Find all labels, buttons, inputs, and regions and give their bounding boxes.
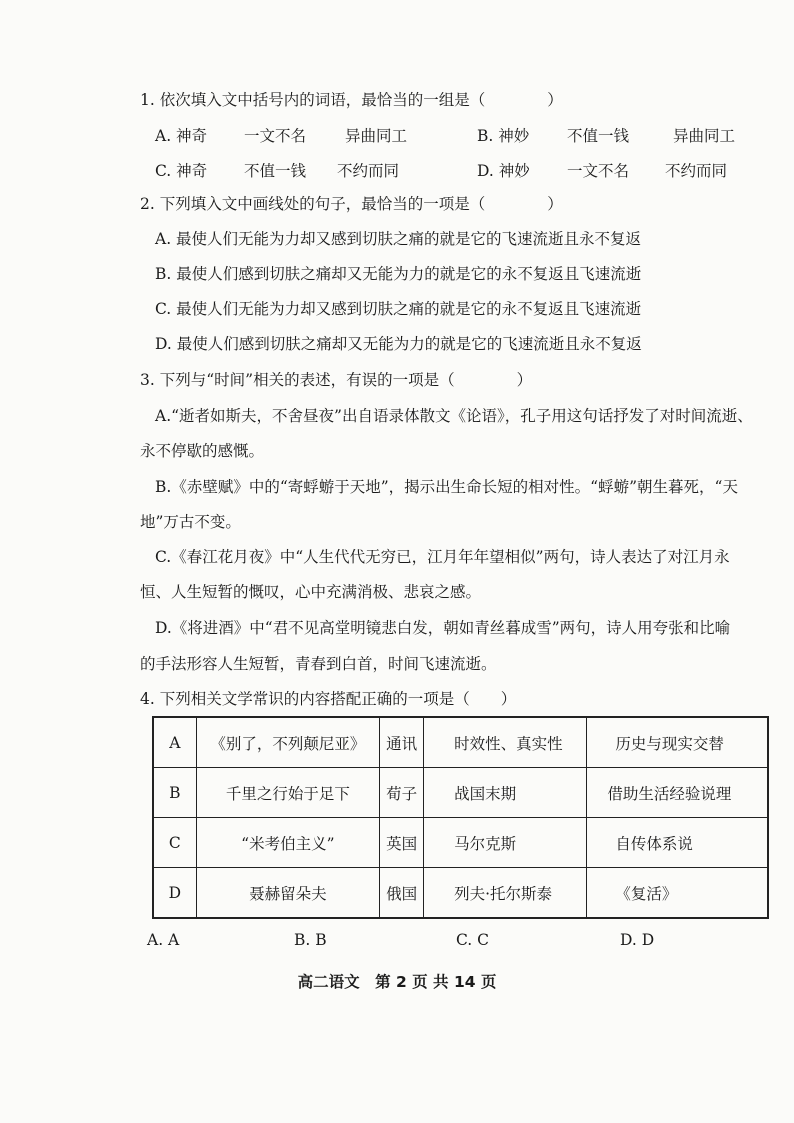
- question-2-stem: 2. 下列填入文中画线处的句子，最恰当的一项是（ ）: [140, 195, 563, 213]
- q2-option-a: A. 最使人们无能为力却又感到切肤之痛的就是它的飞速流逝且永不复返: [155, 230, 642, 248]
- q4-option-a: A. A: [147, 931, 180, 949]
- table-cell: 时效性、真实性: [424, 717, 587, 768]
- q1-option-d-word-2: 一文不名: [567, 162, 630, 180]
- table-cell: 英国: [380, 818, 424, 868]
- table-cell: 列夫·托尔斯泰: [424, 868, 587, 919]
- table-row: [153, 717, 768, 768]
- q1-option-c-word-3: 不约而同: [337, 162, 400, 180]
- table-cell: 马尔克斯: [424, 818, 587, 868]
- q1-option-a-label: A. 神奇: [155, 127, 208, 145]
- q1-option-d-label: D. 神妙: [477, 162, 530, 180]
- q2-option-c: C. 最使人们无能为力却又感到切肤之痛的就是它的永不复返且飞速流逝: [155, 300, 642, 318]
- literature-table: [152, 716, 769, 919]
- table-cell: A: [153, 717, 196, 768]
- q1-option-b-label: B. 神妙: [477, 127, 530, 145]
- q3-option-a-line-1: A.“逝者如斯夫，不舍昼夜”出自语录体散文《论语》，孔子用这句话抒发了对时间流逝、: [155, 407, 753, 425]
- table-cell: D: [153, 868, 196, 919]
- table-cell: 千里之行始于足下: [196, 768, 379, 818]
- table-row: [153, 868, 768, 919]
- q1-option-a-word-2: 一文不名: [244, 127, 307, 145]
- table-cell: C: [153, 818, 196, 868]
- q2-option-d: D. 最使人们感到切肤之痛却又无能为力的就是它的飞速流逝且永不复返: [155, 335, 642, 353]
- q2-option-b: B. 最使人们感到切肤之痛却又无能为力的就是它的永不复返且飞速流逝: [155, 265, 642, 283]
- table-row: [153, 818, 768, 868]
- question-1-options-row-2: [155, 161, 755, 181]
- question-4-options: [147, 930, 767, 950]
- table-cell: 借助生活经验说理: [587, 768, 768, 818]
- table-cell: 荀子: [380, 768, 424, 818]
- table-row: [153, 768, 768, 818]
- q3-option-b-line-2: 地”万古不变。: [140, 513, 241, 531]
- q4-option-c: C. C: [456, 931, 490, 949]
- page-footer: 高二语文 第 2 页 共 14 页: [297, 973, 497, 991]
- q3-option-c-line-1: C.《春江花月夜》中“人生代代无穷已，江月年年望相似”两句，诗人表达了对江月永: [155, 548, 730, 566]
- q3-option-c-line-2: 恒、人生短暂的慨叹，心中充满消极、悲哀之感。: [140, 583, 482, 601]
- q3-option-b-line-1: B.《赤壁赋》中的“寄蜉蝣于天地”，揭示出生命长短的相对性。“蜉蝣”朝生暮死，“天: [155, 478, 738, 496]
- q1-option-c-word-2: 不值一钱: [244, 162, 307, 180]
- q1-option-d-word-3: 不约而同: [665, 162, 728, 180]
- question-1-stem: 1. 依次填入文中括号内的词语，最恰当的一组是（ ）: [140, 91, 563, 109]
- q4-option-b: B. B: [294, 931, 327, 949]
- table-cell: 聂赫留朵夫: [196, 868, 379, 919]
- table-cell: “米考伯主义”: [196, 818, 379, 868]
- q1-option-c-label: C. 神奇: [155, 162, 208, 180]
- table-cell: 俄国: [380, 868, 424, 919]
- question-4-stem: 4. 下列相关文学常识的内容搭配正确的一项是（ ）: [140, 690, 517, 708]
- q1-option-a-word-3: 异曲同工: [345, 127, 408, 145]
- q1-option-b-word-2: 不值一钱: [567, 127, 630, 145]
- q3-option-a-line-2: 永不停歇的感慨。: [140, 442, 265, 460]
- table-cell: 自传体系说: [587, 818, 768, 868]
- table-cell: 通讯: [380, 717, 424, 768]
- q3-option-d-line-1: D.《将进酒》中“君不见高堂明镜悲白发，朝如青丝暮成雪”两句，诗人用夸张和比喻: [155, 619, 731, 637]
- table-cell: B: [153, 768, 196, 818]
- table-cell: 历史与现实交替: [587, 717, 768, 768]
- table-cell: 《复活》: [587, 868, 768, 919]
- table-cell: 《别了，不列颠尼亚》: [196, 717, 379, 768]
- question-1-options-row-1: [155, 126, 755, 146]
- table-cell: 战国末期: [424, 768, 587, 818]
- q4-option-d: D. D: [620, 931, 655, 949]
- q3-option-d-line-2: 的手法形容人生短暂，青春到白首，时间飞速流逝。: [140, 655, 497, 673]
- question-3-stem: 3. 下列与“时间”相关的表述，有误的一项是（ ）: [140, 371, 533, 389]
- q1-option-b-word-3: 异曲同工: [673, 127, 736, 145]
